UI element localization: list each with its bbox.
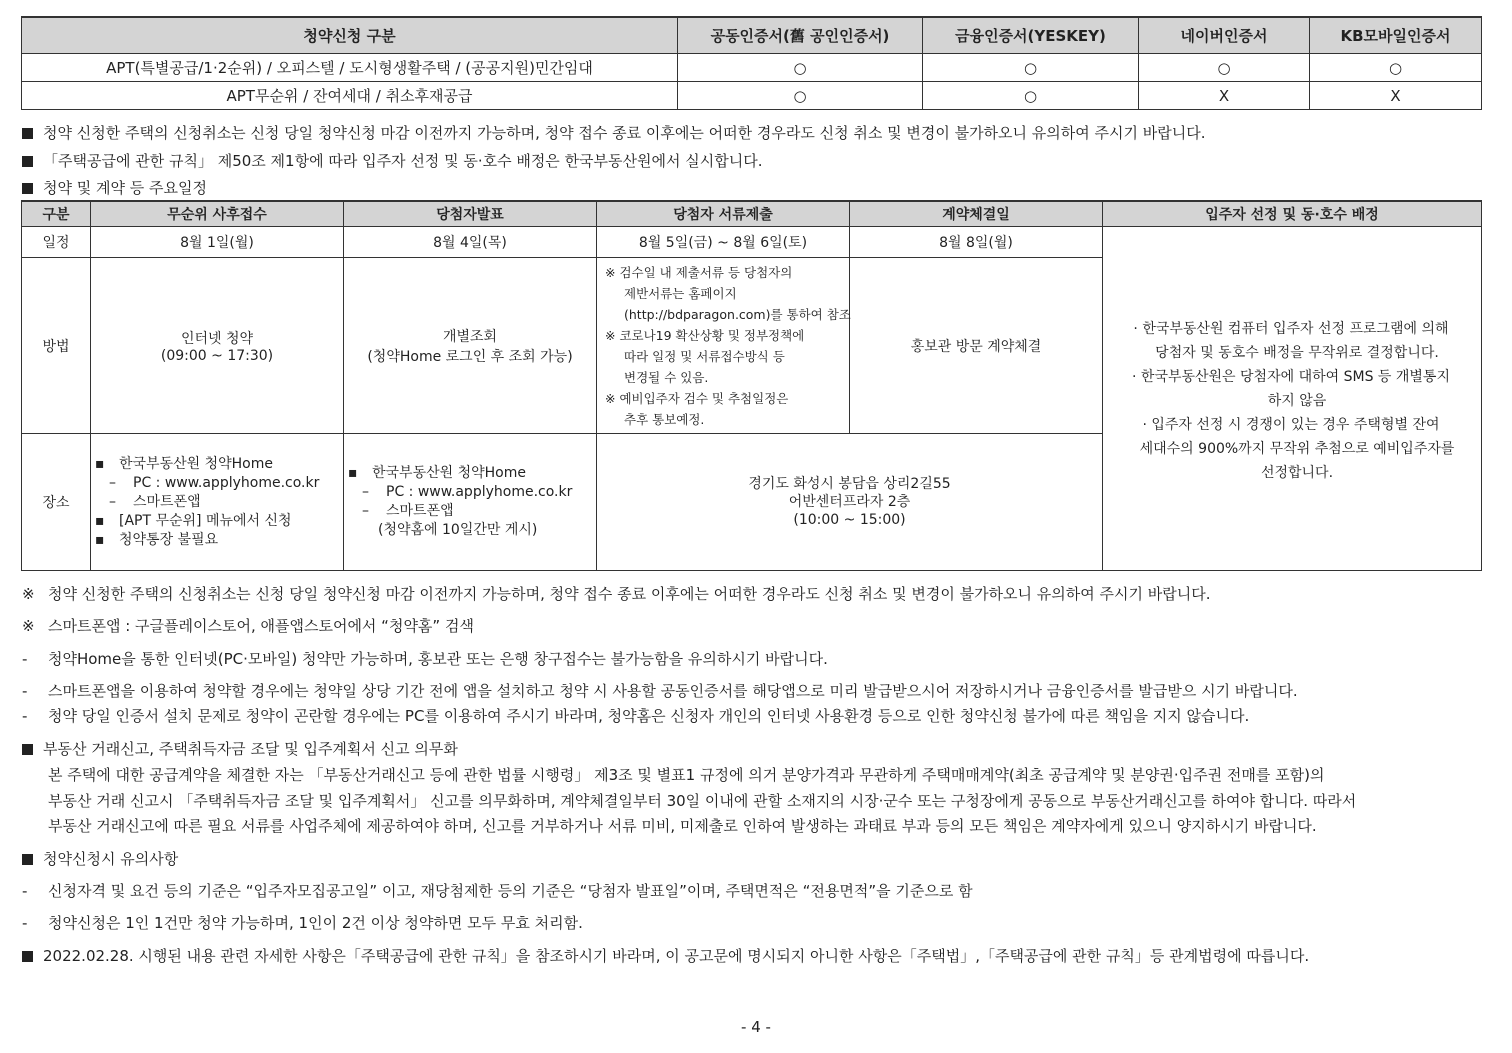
- place-apply: [91, 434, 344, 571]
- caution-heading: [22, 848, 178, 870]
- assignment-line: · 한국부동산원 컴퓨터 입주자 선정 프로그램에 의해: [1133, 321, 1449, 337]
- schedule-heading: [22, 177, 207, 199]
- page-number: - 4 -: [741, 1018, 771, 1036]
- certificate-table: [21, 16, 1482, 110]
- method-text: (청약Home 로그인 후 조회 가능): [367, 348, 573, 365]
- date-apply: 8월 1일(월): [91, 227, 344, 258]
- row-label: 방법: [22, 258, 91, 434]
- bullet-square-icon: [22, 156, 33, 167]
- list-item: – 스마트폰앱: [362, 503, 454, 519]
- bullet-square-icon: [22, 854, 33, 865]
- cell-value: ○: [923, 54, 1139, 82]
- office-line: 경기도 화성시 봉담읍 상리2길55: [748, 476, 951, 492]
- note-line: ※ 청약 신청한 주택의 신청취소는 신청 당일 청약신청 마감 이전까지 가능하며, 청약 접수 종료 이후에는 어떠한 경우라도 신청 취소 및 변경이 불가하오니 유의하여 주시기 바랍니다.: [22, 585, 1211, 603]
- method-docs: [597, 258, 850, 434]
- list-item: (청약홈에 10일간만 게시): [378, 522, 538, 538]
- row-label: APT무순위 / 잔여세대 / 취소후재공급: [22, 82, 678, 110]
- cell-value: ○: [678, 82, 923, 110]
- place-announce: [344, 434, 597, 571]
- place-office: [597, 434, 1103, 571]
- list-item: – PC : www.applyhome.co.kr: [362, 484, 573, 500]
- header-cell: 당첨자 서류제출: [597, 201, 850, 227]
- header-cell: 구분: [22, 201, 91, 227]
- heading-text: 청약 및 계약 등 주요일정: [43, 179, 207, 197]
- caution-item: - 청약신청은 1인 1건만 청약 가능하며, 1인이 2건 이상 청약하면 모두 무효 처리함.: [22, 914, 583, 932]
- list-item: – PC : www.applyhome.co.kr: [109, 474, 320, 491]
- header-cell: 입주자 선정 및 동·호수 배정: [1103, 201, 1482, 227]
- header-cell: 청약신청 구분: [22, 17, 678, 54]
- note-line: 추후 통보예정.: [624, 411, 705, 427]
- paragraph-line: 부동산 거래신고에 따른 필요 서류를 사업주체에 제공하여야 하며, 신고를 거부하거나 서류 미비, 미제출로 인하여 발생하는 과태료 부과 등의 모든 책임은 계약자에게 있으니 양지하시기 바랍니다.: [48, 817, 1317, 835]
- date-contract: 8월 8일(월): [850, 227, 1103, 258]
- office-line: 어반센터프라자 2층: [788, 494, 911, 510]
- note-line: ※ 스마트폰앱 : 구글플레이스토어, 애플앱스토어에서 “청약홈” 검색: [22, 617, 474, 635]
- bullet-square-icon: [22, 183, 33, 194]
- note-line: ※ 검수일 내 제출서류 등 당첨자의: [605, 264, 793, 280]
- date-announce: 8월 4일(목): [344, 227, 597, 258]
- method-text: 개별조회: [442, 328, 498, 345]
- method-apply: [91, 258, 344, 434]
- cell-value: ○: [678, 54, 923, 82]
- note-line: ※ 예비입주자 검수 및 추첨일정은: [605, 390, 789, 406]
- note-line: 변경될 수 있음.: [624, 369, 709, 385]
- list-item: ▪ [APT 무순위] 메뉴에서 신청: [95, 512, 292, 529]
- cell-value: ○: [1310, 54, 1482, 82]
- notice-text: 2022.02.28. 시행된 내용 관련 자세한 사항은「주택공급에 관한 규칙」을 참조하시기 바라며, 이 공고문에 명시되지 아니한 사항은「주택법」,「주택공급에 관한 규칙」등 관계법령에 따릅니다.: [43, 947, 1310, 965]
- note-line: ※ 코로나19 확산상황 및 정부정책에: [605, 327, 805, 343]
- bullet-square-icon: [22, 744, 33, 755]
- heading-text: 부동산 거래신고, 주택취득자금 조달 및 입주계획서 신고 의무화: [43, 740, 458, 758]
- paragraph-line: 본 주택에 대한 공급계약을 체결한 자는 「부동산거래신고 등에 관한 법률 시행령」 제3조 및 별표1 규정에 의거 분양가격과 무관하게 주택매매계약(최초 공급계약 및 분양권·입주권 전매를 포함)의: [48, 766, 1325, 784]
- notice-cancel: [22, 122, 1206, 144]
- caution-item: - 신청자격 및 요건 등의 기준은 “입주자모집공고일” 이고, 재당첨제한 등의 기준은 “당첨자 발표일”이며, 주택면적은 “전용면적”을 기준으로 함: [22, 882, 973, 900]
- list-item: – 스마트폰앱: [109, 493, 201, 510]
- header-cell: 계약체결일: [850, 201, 1103, 227]
- list-item: ▪ 한국부동산원 청약Home: [95, 455, 273, 472]
- bullet-square-icon: [22, 128, 33, 139]
- bullet-square-icon: [22, 951, 33, 962]
- notice-selection: [22, 150, 762, 172]
- note-line: - 청약Home을 통한 인터넷(PC·모바일) 청약만 가능하며, 홍보관 또는 은행 창구접수는 불가능함을 유의하시기 바랍니다.: [22, 650, 828, 668]
- schedule-header: [22, 201, 1482, 227]
- header-cell: 당첨자발표: [344, 201, 597, 227]
- paragraph-line: 부동산 거래 신고시 「주택취득자금 조달 및 입주계획서」 신고를 의무화하며, 계약체결일부터 30일 이내에 관할 소재지의 시장·군수 또는 구청장에게 공동으로 부동산거래신고를 하여야 합니다. 따라서: [48, 791, 1357, 810]
- certificate-table-header: [22, 17, 1482, 54]
- list-item: ▪ 청약통장 불필요: [95, 531, 219, 548]
- table-row-dates: [22, 227, 1482, 258]
- row-label: APT(특별공급/1·2순위) / 오피스텔 / 도시형생활주택 / (공공지원)민간임대: [22, 54, 678, 82]
- cell-value: ○: [1139, 54, 1310, 82]
- note-line: 제반서류는 홈페이지: [624, 285, 737, 301]
- method-text: (09:00 ~ 17:30): [160, 347, 274, 364]
- assignment-line: 당첨자 및 동호수 배정을 무작위로 결정합니다.: [1155, 345, 1439, 361]
- method-announce: [344, 258, 597, 434]
- realestate-heading: [22, 738, 458, 760]
- schedule-table: [21, 200, 1482, 571]
- method-text: 인터넷 청약: [180, 330, 254, 347]
- assignment-line: 세대수의 900%까지 무작위 추첨으로 예비입주자를: [1139, 441, 1455, 457]
- note-line: - 청약 당일 인증서 설치 문제로 청약이 곤란할 경우에는 PC를 이용하여 주시기 바라며, 청약홈은 신청자 개인의 인터넷 사용환경 등으로 인한 청약신청 불가에 따른 책임을 지지 않습니다.: [22, 707, 1250, 725]
- cell-value: ○: [923, 82, 1139, 110]
- header-cell: 네이버인증서: [1139, 17, 1310, 54]
- assignment-line: · 한국부동산원은 당첨자에 대하여 SMS 등 개별통지: [1132, 369, 1450, 385]
- row-label: 장소: [22, 434, 91, 571]
- assignment-cell: [1103, 227, 1482, 571]
- date-docs: 8월 5일(금) ~ 8월 6일(토): [597, 227, 850, 258]
- note-line: - 스마트폰앱을 이용하여 청약할 경우에는 청약일 상당 기간 전에 앱을 설치하고 청약 시 사용할 공동인증서를 해당앱으로 미리 발급받으시어 저장하시거나 금융인증서를 발급받으 시기 바랍니다.: [22, 682, 1298, 700]
- header-cell: 공동인증서(舊 공인인증서): [678, 17, 923, 54]
- row-label: 일정: [22, 227, 91, 258]
- note-line: 따라 일정 및 서류접수방식 등: [624, 348, 785, 364]
- header-cell: KB모바일인증서: [1310, 17, 1482, 54]
- header-cell: 무순위 사후접수: [91, 201, 344, 227]
- realestate-body: [48, 763, 1488, 840]
- cell-value: X: [1139, 82, 1310, 110]
- assignment-line: 선정합니다.: [1260, 465, 1334, 481]
- notice-text: 「주택공급에 관한 규칙」 제50조 제1항에 따라 입주자 선정 및 동·호수 배정은 한국부동산원에서 실시합니다.: [43, 152, 763, 170]
- method-contract: 홍보관 방문 계약체결: [850, 258, 1103, 434]
- header-cell: 금융인증서(YESKEY): [923, 17, 1139, 54]
- note-line: (http://bdparagon.com)를 통하여 참조: [624, 306, 851, 322]
- table-row: [22, 82, 1482, 110]
- list-item: ▪ 한국부동산원 청약Home: [348, 465, 526, 481]
- heading-text: 청약신청시 유의사항: [43, 850, 179, 868]
- final-notice: [22, 945, 1309, 967]
- assignment-line: 하지 않음: [1267, 393, 1327, 409]
- assignment-line: · 입주자 선정 시 경쟁이 있는 경우 주택형별 잔여: [1142, 417, 1440, 433]
- table-row: [22, 54, 1482, 82]
- notice-text: 청약 신청한 주택의 신청취소는 신청 당일 청약신청 마감 이전까지 가능하며, 청약 접수 종료 이후에는 어떠한 경우라도 신청 취소 및 변경이 불가하오니 유의하여 주시기 바랍니다.: [43, 124, 1206, 142]
- cell-value: X: [1310, 82, 1482, 110]
- office-line: (10:00 ~ 15:00): [793, 512, 906, 528]
